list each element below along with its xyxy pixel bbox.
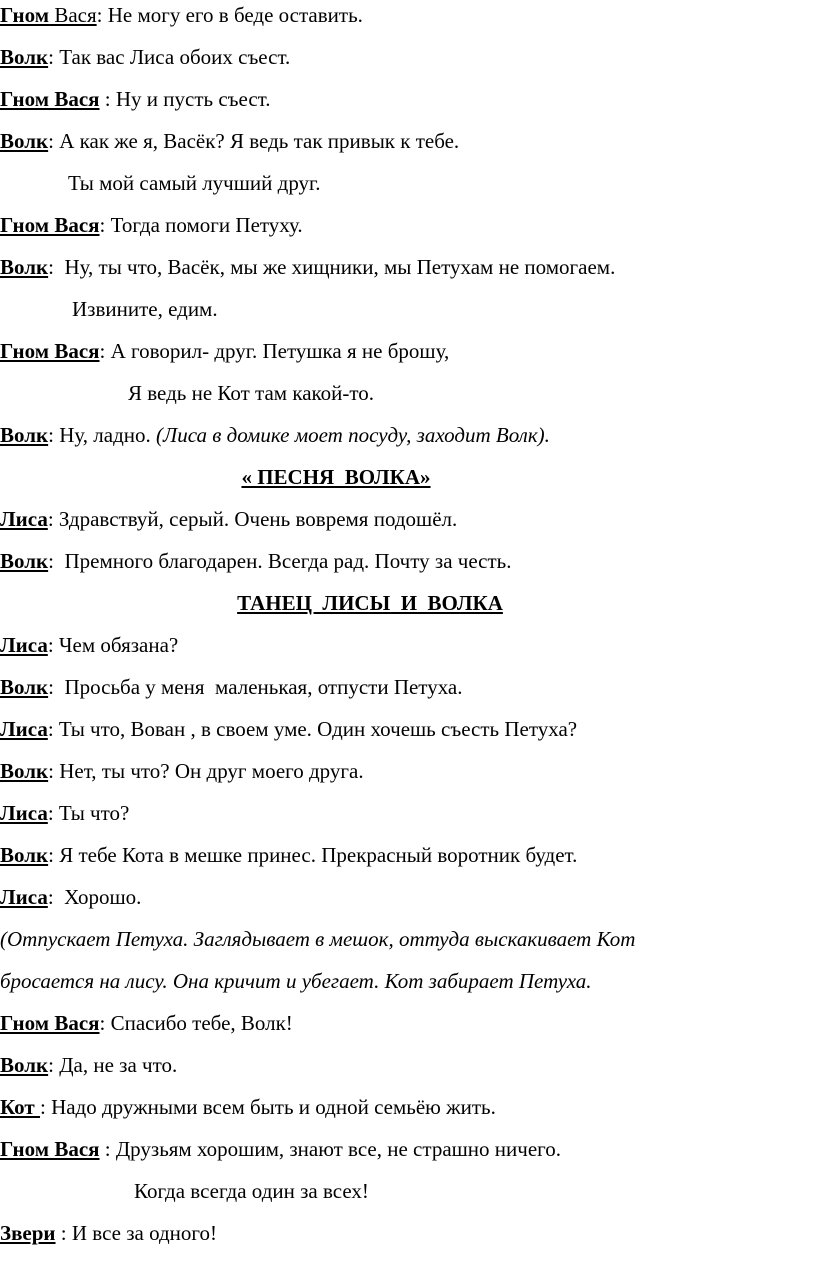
line-text: : А как же я, Васёк? Я ведь так привык к тебе. [48, 129, 460, 153]
dialogue-line [0, 632, 178, 658]
speaker-name-rest: Вася [49, 3, 97, 27]
dialogue-line [0, 338, 449, 364]
speaker-name: Гном Вася [0, 87, 100, 111]
dialogue-line [0, 800, 129, 826]
stage-direction: бросается на лису. Она кричит и убегает. Кот забирает Петуха. [0, 969, 592, 993]
dialogue-line [0, 1136, 561, 1162]
line-text: : А говорил- друг. Петушка я не брошу, [99, 339, 450, 363]
speaker-name: Гном Вася [0, 213, 100, 237]
dialogue-line [0, 254, 615, 280]
stage-direction: (Лиса в домике моет посуду, заходит Волк). [156, 423, 550, 447]
speaker-name: Волк [0, 549, 49, 573]
speaker-name: Лиса [0, 717, 48, 741]
dialogue-line [0, 842, 577, 868]
line-text: : Нет, ты что? Он друг моего друга. [48, 759, 364, 783]
speaker-name: Звери [0, 1221, 56, 1245]
dialogue-line [0, 674, 463, 700]
speaker-name: Лиса [0, 507, 48, 531]
line-text: : Здравствуй, серый. Очень вовремя подошёл. [47, 507, 458, 531]
line-text: : Не могу его в беде оставить. [96, 3, 363, 27]
speaker-name: Гном [0, 3, 50, 27]
line-text: : Друзьям хорошим, знают все, не страшно ничего. [99, 1137, 561, 1161]
continuation-line [128, 380, 374, 406]
speaker-name: Гном Вася [0, 339, 100, 363]
speaker-name: Волк [0, 843, 49, 867]
line-text: Когда всегда один за всех! [134, 1179, 369, 1203]
section-heading: « ПЕСНЯ ВОЛКА» [241, 465, 431, 489]
speaker-name: Лиса [0, 633, 48, 657]
line-text: : Ну и пусть съест. [99, 87, 271, 111]
dialogue-line [0, 86, 271, 112]
line-text: : Ну, ладно. [48, 423, 156, 447]
section-heading: ТАНЕЦ ЛИСЫ И ВОЛКА [237, 591, 503, 615]
dialogue-line [0, 716, 577, 742]
dialogue-line [0, 422, 550, 448]
speaker-name: Волк [0, 759, 49, 783]
line-text: : И все за одного! [55, 1221, 217, 1245]
line-text: : Чем обязана? [47, 633, 179, 657]
dialogue-line [0, 212, 303, 238]
line-text: : Тогда помоги Петуху. [99, 213, 303, 237]
line-text: : Премного благодарен. Всегда рад. Почту за честь. [48, 549, 512, 573]
continuation-line [134, 1178, 369, 1204]
dialogue-line [0, 1220, 217, 1246]
speaker-name: Волк [0, 45, 49, 69]
line-text: : Я тебе Кота в мешке принес. Прекрасный воротник будет. [48, 843, 578, 867]
line-text: : Надо дружными всем быть и одной семьёю жить. [39, 1095, 496, 1119]
dialogue-line [0, 506, 457, 532]
speaker-name: Кот [0, 1095, 40, 1119]
continuation-line [68, 170, 321, 196]
dialogue-line [0, 884, 141, 910]
continuation-line [72, 296, 218, 322]
line-text: : Так вас Лиса обоих съест. [48, 45, 291, 69]
stage-direction: (Отпускает Петуха. Заглядывает в мешок, оттуда выскакивает Кот [0, 927, 636, 951]
speaker-name: Волк [0, 255, 49, 279]
speaker-name: Волк [0, 675, 49, 699]
dialogue-line [0, 128, 459, 154]
speaker-name: Лиса [0, 885, 48, 909]
dialogue-line [0, 2, 363, 28]
line-text: : Хорошо. [47, 885, 142, 909]
dialogue-line [0, 1010, 293, 1036]
dialogue-line [0, 1052, 177, 1078]
speaker-name: Волк [0, 129, 49, 153]
line-text: : Спасибо тебе, Волк! [99, 1011, 293, 1035]
speaker-name: Волк [0, 423, 49, 447]
dialogue-line [0, 758, 364, 784]
dialogue-line [0, 548, 512, 574]
line-text: : Да, не за что. [48, 1053, 178, 1077]
line-text: Извините, едим. [72, 297, 218, 321]
line-text: : Ты что? [47, 801, 130, 825]
speaker-name: Гном Вася [0, 1011, 100, 1035]
line-text: Я ведь не Кот там какой-то. [128, 381, 375, 405]
line-text: : Ну, ты что, Васёк, мы же хищники, мы Петухам не помогаем. [48, 255, 616, 279]
line-text: : Ты что, Вован , в своем уме. Один хочешь съесть Петуха? [47, 717, 578, 741]
speaker-name: Лиса [0, 801, 48, 825]
dialogue-line [0, 1094, 496, 1120]
dialogue-line [0, 44, 290, 70]
line-text: Ты мой самый лучший друг. [68, 171, 321, 195]
speaker-name: Волк [0, 1053, 49, 1077]
line-text: : Просьба у меня маленькая, отпусти Петуха. [48, 675, 463, 699]
speaker-name: Гном Вася [0, 1137, 100, 1161]
